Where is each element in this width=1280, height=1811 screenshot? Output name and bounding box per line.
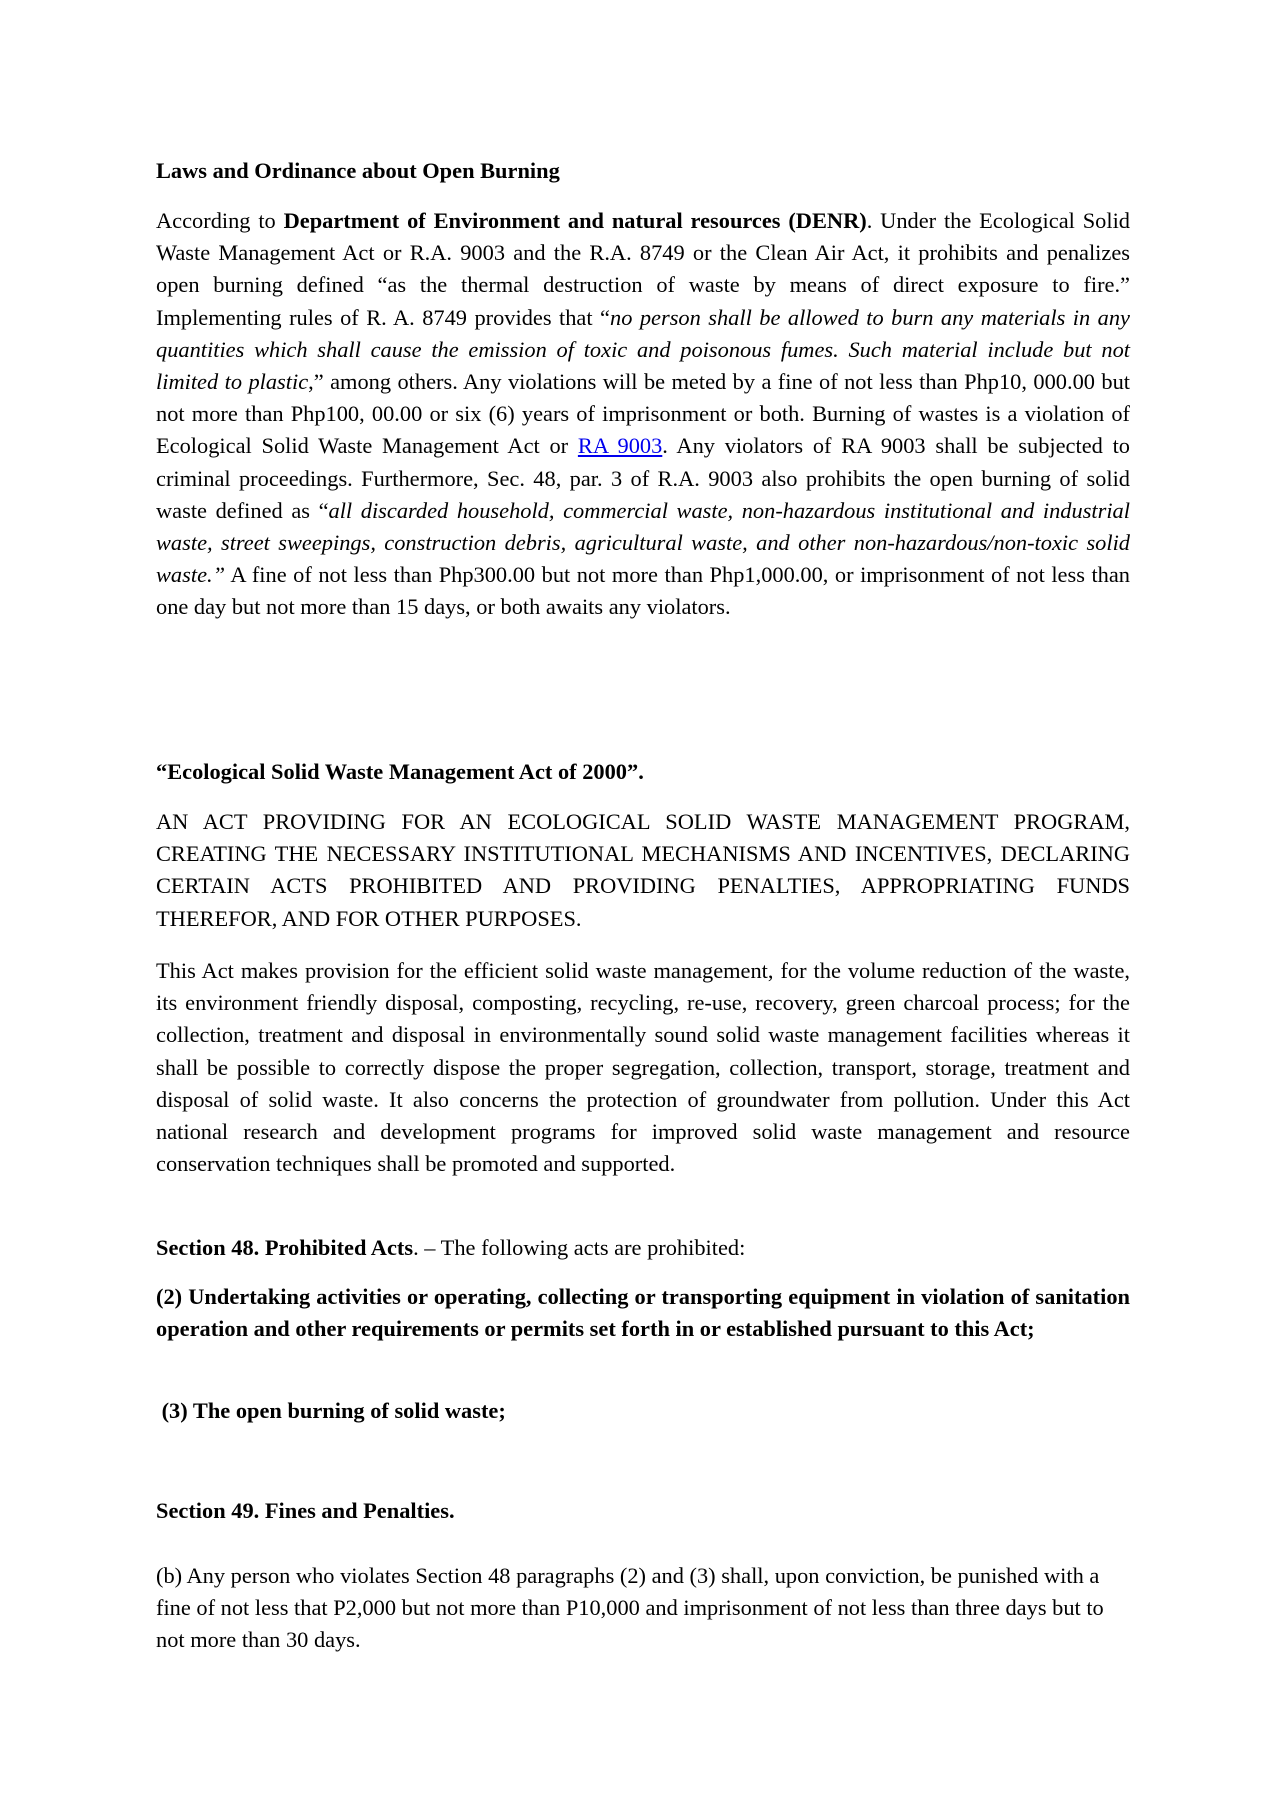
ra9003-link[interactable]: RA 9003 — [577, 433, 663, 459]
heading-open-burning: Laws and Ordinance about Open Burning — [156, 158, 560, 183]
para1-text-3: ,” among others. Any violations will be meted by a fine of not less than Php10, 000.00 but not more than Php100, 00.00 or six (6) years of imprisonment or both. Burning of wastes is a violation of Ecological Solid Waste Management Act or — [156, 369, 1130, 459]
paragraph-open-burning-laws — [156, 205, 1130, 624]
ra8749-quote: no person shall be allowed to burn any materials in any quantities which shall cause the emission of toxic and poisonous fumes. Such material include but not limited to plastic — [156, 304, 1130, 395]
section49-heading: Section 49. Fines and Penalties. — [156, 1498, 455, 1523]
section48-intro — [156, 1232, 1130, 1264]
para1-text-4: . Any violators of RA 9003 shall be subjected to criminal proceedings. Furthermore, Sec. 48, par. 3 of R.A. 9003 also prohibits the open burning of solid waste defined as “ — [156, 433, 1131, 523]
para1-text-5: A fine of not less than Php300.00 but not more than Php1,000.00, or imprisonment of not less than one day but not more than 15 days, or both awaits any violators. — [156, 562, 1130, 620]
section48-item-3: (3) The open burning of solid waste; — [156, 1398, 506, 1423]
act-title: AN ACT PROVIDING FOR AN ECOLOGICAL SOLID WASTE MANAGEMENT PROGRAM, CREATING THE NECESSARY INSTITUTIONAL MECHANISMS AND INCENTIVES, DECLARING CERTAIN ACTS PROHIBITED AND PROVIDING PENALTIES, APPROPRIATING FUNDS THEREFOR, AND FOR OTHER PURPOSES. — [156, 809, 1130, 931]
heading-ecological-act: “Ecological Solid Waste Management Act of 2000”. — [156, 759, 644, 784]
section48-period: . — [413, 1235, 419, 1260]
para1-text-2: . Under the Ecological Solid Waste Management Act or R.A. 9003 and the R.A. 8749 or the Clean Air Act, it prohibits and penalizes open burning defined “as the thermal destruction of waste by means of direct exposure to fire.” Implementing rules of R. A. 8749 provides that “ — [156, 208, 1130, 330]
section48-heading: Section 48. Prohibited Acts — [156, 1235, 414, 1260]
act-description: This Act makes provision for the efficient solid waste management, for the volume reduction of the waste, its environment friendly disposal, composting, recycling, re-use, recovery, green charcoal process; for the collection, treatment and disposal in environmentally sound solid waste management facilities whereas it shall be possible to correctly dispose the proper segregation, collection, transport, storage, treatment and disposal of solid waste. It also concerns the protection of groundwater from pollution. Under this Act national research and development programs for improved solid waste management and resource conservation techniques shall be promoted and supported. — [156, 958, 1130, 1177]
para1-text-1: According to — [156, 208, 284, 233]
denr-name: Department of Environment and natural resources (DENR) — [283, 208, 867, 233]
section48-item-2: (2) Undertaking activities or operating, collecting or transporting equipment in violation of sanitation operation and other requirements or permits set forth in or established pursuant to this Act; — [156, 1284, 1130, 1342]
section48-intro-text: – The following acts are prohibited: — [418, 1235, 746, 1260]
section49-paragraph-b: (b) Any person who violates Section 48 paragraphs (2) and (3) shall, upon conviction, be punished with a fine of not less that P2,000 but not more than P10,000 and imprisonment of not less than three days but to not more than 30 days. — [156, 1563, 1104, 1653]
quote-close-mark: ” — [212, 562, 226, 588]
solid-waste-definition-quote: all discarded household, commercial waste, non-hazardous institutional and industrial waste, street sweepings, construction debris, agricultural waste, and other non-hazardous/non-toxic solid waste. — [156, 497, 1130, 588]
